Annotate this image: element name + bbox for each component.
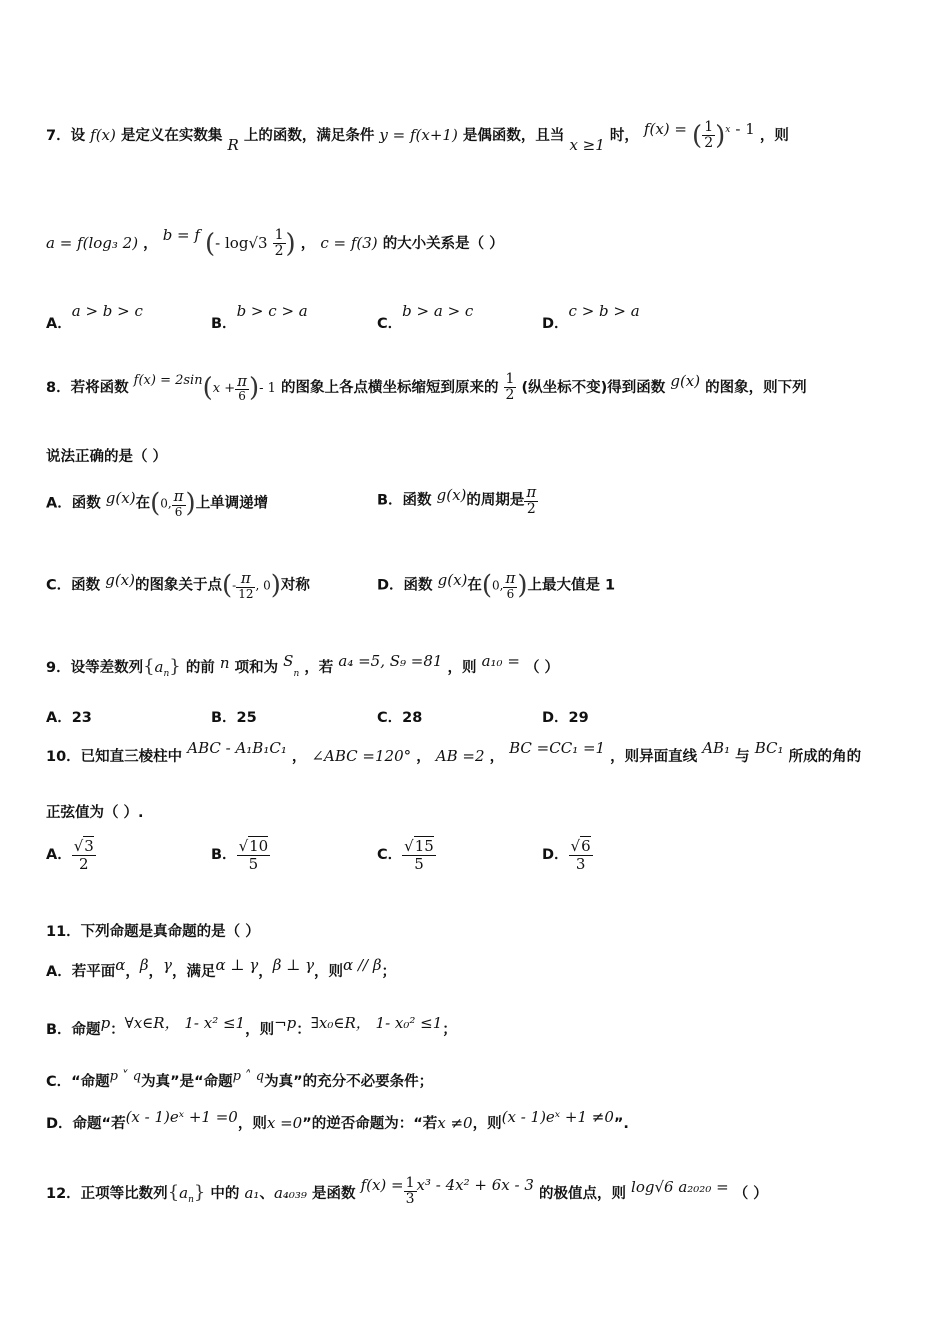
q10-line2: 正弦值为（ ）. (46, 805, 144, 821)
q7-fdef: f(x) = (643, 119, 687, 138)
q10-option-a[interactable]: A． $\frac{√3}{2}$ (46, 837, 94, 873)
q7-text: ，则 (759, 127, 789, 144)
q7-fdef-r: - 1 (735, 119, 755, 138)
q10-line1: 10．已知直三棱柱中 ABC - A₁B₁C₁ ， ∠ABC =120° ， AB =2 ， BC =CC₁ =1 ，则异面直线 AB₁ 与 BC₁ 所成的角的 (46, 739, 862, 765)
q12-a4039: a₄₀₃₉ (273, 1183, 307, 1202)
q9-text: 的前 (185, 660, 215, 676)
q10-l1: AB₁ (702, 739, 731, 757)
q7-R: R (227, 135, 239, 154)
q12-text: 12．正项等比数列 (46, 1185, 168, 1202)
q7-text: 时， (609, 127, 639, 144)
q12-line: 12．正项等比数列$\{a_n\}$ 中的 a₁、a₄₀₃₉ 是函数 f(x) = $\frac{1}{3}$ x³ - 4x² + 6x - 3 的极值点，则 log√6 a₂₀₂₀ = （ ） (46, 1175, 768, 1208)
q8-text: 的图象，则下列 (705, 379, 807, 396)
q7-option-d[interactable]: D．c > b > a (542, 302, 640, 332)
q7-text: ， (300, 235, 316, 252)
q9-text: ，若 (304, 660, 334, 676)
q7-text: ， (143, 235, 158, 252)
q10-option-b[interactable]: B． $\frac{√10}{5}$ (211, 837, 269, 873)
q7-fx: f(x) (90, 125, 116, 144)
q12-text: 的极值点，则 (538, 1185, 626, 1202)
q10-prism: ABC - A₁B₁C₁ (187, 739, 287, 757)
q7-option-b[interactable]: B．b > c > a (211, 302, 308, 332)
q9-target: a₁₀ = (481, 652, 520, 670)
q8-g: g(x) (670, 371, 701, 390)
q8-line2: 说法正确的是（ ） (46, 449, 168, 465)
q10-l2: BC₁ (754, 739, 784, 757)
q11-option-a[interactable]: A．若平面α，β，γ，满足α ⊥ γ，β ⊥ γ，则α // β； (46, 956, 396, 980)
q10-text: 与 (735, 749, 750, 765)
q9-line: 9．设等差数列$\{a_n\}$ 的前 n 项和为 $S_n$ ，若 a₄ =5, S₉ =81 ，则 a₁₀ = （ ） (46, 652, 560, 679)
q12-text: 是函数 (312, 1185, 356, 1202)
q7-option-a[interactable]: A．a > b > c (46, 302, 143, 332)
q7-text: 上的函数，满足条件 (243, 127, 375, 144)
q9-cond: a₄ =5, S₉ =81 (338, 652, 443, 670)
q7-text: 是偶函数，且当 (462, 127, 565, 144)
q10-text: 所成的角的 (788, 749, 862, 765)
q7-line2: a = f(log₃ 2) ， b = f (- log√3 $\frac{1}{2}$ ) ， c = f(3) 的大小关系是（ ） (46, 225, 504, 260)
q9-seq: a (154, 658, 164, 676)
q8-text: 8．若将函数 (46, 379, 129, 396)
q7-b-def: b = f (162, 225, 200, 244)
q7-text: 是定义在实数集 (120, 127, 223, 144)
q8-arg: x + (212, 380, 236, 396)
q7-c-def: c = f(3) (320, 233, 378, 252)
q10-option-d[interactable]: D． $\frac{√6}{3}$ (542, 837, 591, 873)
q8-option-b[interactable]: B．函数 g(x)的周期是 $\frac{\pi}{2}$ (377, 483, 537, 517)
q11-option-d[interactable]: D．命题“若(x - 1)eˣ +1 =0，则x =0”的逆否命题为：“若x ≠0，则(x - 1)eˣ +1 ≠0”. (46, 1108, 629, 1132)
q9-option-a[interactable]: A．23 (46, 710, 92, 726)
q11-title: 11．下列命题是真命题的是（ ） (46, 924, 260, 940)
q8-line1: 8．若将函数 f(x) = 2sin(x + $\frac{\pi}{6}$ )- 1 的图象上各点横坐标缩短到原来的 $\frac{1}{2}$ (纵坐标不变)得到函数 g(x) 的图象，则下列 (46, 371, 807, 404)
q7-b-def-m: - log√3 (215, 233, 268, 252)
q12-log: log√6 a₂₀₂₀ = (631, 1177, 729, 1196)
q12-text: （ ） (733, 1185, 768, 1202)
q10-ab: AB =2 (435, 747, 485, 765)
q8-f-r: - 1 (259, 380, 276, 396)
q9-option-b[interactable]: B．25 (211, 710, 257, 726)
q8-text: 的图象上各点横坐标缩短到原来的 (280, 379, 499, 396)
q7-b-half: $\frac{1}{2}$ (274, 227, 284, 260)
q8-f: f(x) = 2sin (133, 372, 203, 388)
q7-cond: y = f(x+1) (379, 125, 458, 144)
q12-seq: a (179, 1183, 189, 1202)
q7-pow: x (725, 124, 731, 135)
q10-text: ，则异面直线 (610, 749, 698, 765)
q7-text: 7．设 (46, 127, 86, 144)
q7-a-def: a = f(log₃ 2) (46, 233, 139, 252)
q10-bc: BC =CC₁ =1 (509, 739, 606, 757)
q9-option-d[interactable]: D．29 (542, 710, 589, 726)
q10-option-c[interactable]: C． $\frac{√15}{5}$ (377, 837, 434, 873)
q10-text: 10．已知直三棱柱中 (46, 749, 183, 765)
q8-text: (纵坐标不变)得到函数 (521, 379, 666, 396)
q8-option-d[interactable]: D．函数 g(x)在(0, $\frac{\pi}{6}$ )上最大值是 1 (377, 569, 616, 601)
q8-option-c[interactable]: C．函数 g(x)的图象关于点(- $\frac{\pi}{12}$ , 0)对称 (46, 569, 310, 601)
q7-half: $\frac{1}{2}$ (704, 119, 714, 152)
q8-pi6: $\frac{\pi}{6}$ (237, 371, 247, 404)
q7-xge: x ≥1 (569, 135, 605, 154)
q10-angle: ∠ABC =120° (311, 747, 412, 765)
q8-option-a[interactable]: A．函数 g(x)在(0, $\frac{\pi}{6}$ )上单调递增 (46, 487, 269, 519)
q7-text: 的大小关系是（ ） (382, 235, 504, 252)
q9-text: 9．设等差数列 (46, 660, 144, 676)
q9-text: 项和为 (234, 660, 279, 676)
q7-line1: 7．设 f(x) 是定义在实数集 R 上的函数，满足条件 y = f(x+1) 是偶函数，且当 x ≥1 时， f(x) = ( $\frac{1}{2}$ )$^x$ - 1 ，则 (46, 119, 789, 154)
q9-text: （ ） (524, 660, 560, 676)
q8-half: $\frac{1}{2}$ (505, 371, 515, 404)
q11-option-b[interactable]: B．命题p：∀x∈R， 1- x² ≤1，则¬p：∃x₀∈R， 1- x₀² ≤1； (46, 1014, 457, 1038)
q9-option-c[interactable]: C．28 (377, 710, 423, 726)
q12-f-r: x³ - 4x² + 6x - 3 (416, 1175, 534, 1194)
q9-text: ，则 (447, 660, 477, 676)
q12-a1: a₁ (244, 1183, 260, 1202)
q7-option-c[interactable]: C．b > a > c (377, 302, 474, 332)
q12-text: 中的 (210, 1185, 240, 1202)
q11-option-c[interactable]: C．“命题p ˅ q为真”是“命题p ˄ q为真”的充分不必要条件； (46, 1069, 434, 1090)
q12-f: f(x) = (360, 1175, 404, 1194)
